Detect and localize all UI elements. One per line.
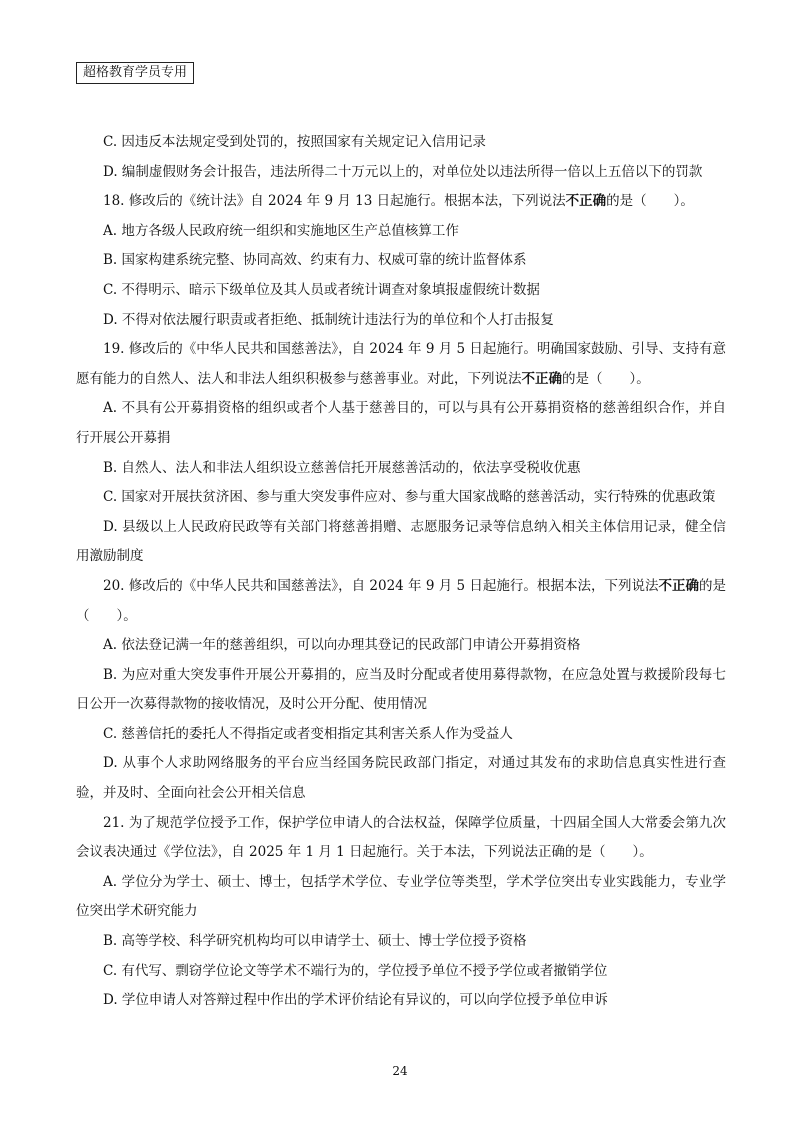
- page-number: 24: [392, 1064, 408, 1078]
- emphasis-text: 不正确: [565, 193, 607, 210]
- option-text: B. 为应对重大突发事件开展公开募捐的，应当及时分配或者使用募得款物，在应急处置与救援阶段每七日公开一次募得款物的接收情况，及时公开分配、使用情况: [76, 666, 726, 713]
- option-text: C. 不得明示、暗示下级单位及其人员或者统计调查对象填报虚假统计数据: [103, 281, 540, 298]
- header-tag: 超格教育学员专用: [76, 62, 194, 84]
- option-text: A. 地方各级人民政府统一组织和实施地区生产总值核算工作: [103, 222, 459, 239]
- option-text: A. 学位分为学士、硕士、博士，包括学术学位、专业学位等类型，学术学位突出专业实践能力，专业学位突出学术研究能力: [76, 873, 726, 920]
- question-text: 的是（ ）。: [76, 577, 727, 624]
- question-text: 19. 修改后的《中华人民共和国慈善法》，自 2024 年 9 月 5 日起施行。明确国家鼓励、引导、支持有意愿有能力的自然人、法人和非法人组织积极参与慈善事业。对此，下列说法: [76, 341, 726, 387]
- question-text: 的是（ ）。: [562, 370, 650, 387]
- option-text: C. 国家对开展扶贫济困、参与重大突发事件应对、参与重大国家战略的慈善活动，实行特殊的优惠政策: [103, 489, 716, 506]
- option-text: A. 依法登记满一年的慈善组织，可以向办理其登记的民政部门申请公开募捐资格: [103, 637, 581, 654]
- option-text: A. 不具有公开募捐资格的组织或者个人基于慈善目的，可以与具有公开募捐资格的慈善组织合作，并自行开展公开募捐: [76, 400, 726, 446]
- question-text: 18. 修改后的《统计法》自 2024 年 9 月 13 日起施行。根据本法，下列说法: [103, 193, 566, 210]
- question-stem: [76, 335, 726, 394]
- option-text: C. 因违反本法规定受到处罚的，按照国家有关规定记入信用记录: [103, 134, 486, 150]
- option-text: D. 不得对依法履行职责或者拒绝、抵制统计违法行为的单位和个人打击报复: [103, 311, 554, 328]
- question-text: 21. 为了规范学位授予工作，保护学位申请人的合法权益，保障学位质量，十四届全国人大常委会第九次会议表决通过《学位法》，自 2025 年 1 月 1 日起施行。关于本法，下列说法正确的是（ ）。: [76, 814, 726, 861]
- option-text: D. 编制虚假财务会计报告，违法所得二十万元以上的，对单位处以违法所得一倍以上五倍以下的罚款: [103, 163, 703, 180]
- question-text: 的是（ ）。: [606, 193, 694, 210]
- question-stem: [76, 572, 726, 631]
- option-text: B. 国家构建系统完整、协同高效、约束有力、权威可靠的统计监督体系: [103, 252, 527, 269]
- option-text: C. 慈善信托的委托人不得指定或者变相指定其利害关系人作为受益人: [103, 725, 513, 742]
- option-text: D. 从事个人求助网络服务的平台应当经国务院民政部门指定，对通过其发布的求助信息真实性进行查验，并及时、全面向社会公开相关信息: [76, 755, 726, 802]
- option-text: C. 有代写、剽窃学位论文等学术不端行为的，学位授予单位不授予学位或者撤销学位: [103, 962, 608, 979]
- question-stem: [76, 187, 726, 217]
- option-text: B. 自然人、法人和非法人组织设立慈善信托开展慈善活动的，依法享受税收优惠: [103, 459, 581, 476]
- option-text: D. 县级以上人民政府民政等有关部门将慈善捐赠、志愿服务记录等信息纳入相关主体信用记录，健全信用激励制度: [76, 518, 726, 565]
- emphasis-text: 不正确: [521, 370, 562, 387]
- option-text: B. 高等学校、科学研究机构均可以申请学士、硕士、博士学位授予资格: [103, 933, 527, 950]
- option-text: D. 学位申请人对答辩过程中作出的学术评价结论有异议的，可以向学位授予单位申诉: [103, 992, 608, 1009]
- question-text: 20. 修改后的《中华人民共和国慈善法》，自 2024 年 9 月 5 日起施行。根据本法，下列说法: [103, 577, 659, 594]
- emphasis-text: 不正确: [658, 577, 699, 594]
- page-content: [76, 128, 726, 1016]
- question-stem: [76, 809, 726, 868]
